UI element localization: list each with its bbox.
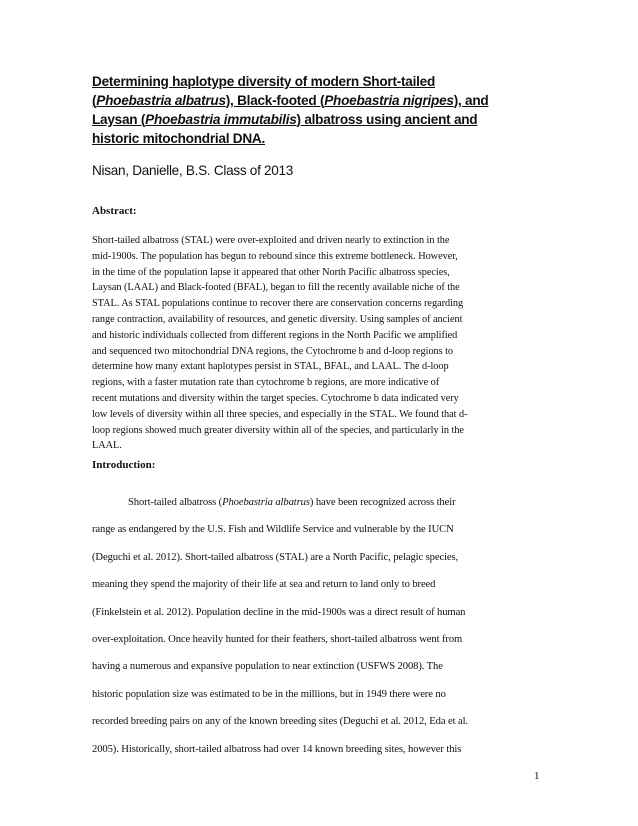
abstract-line: Short-tailed albatross (STAL) were over-exploited and driven nearly to extinction in the: [92, 235, 450, 246]
abstract-line: STAL. As STAL populations continue to recover there are conservation concerns regarding: [92, 298, 464, 310]
introduction-line: recorded breeding pairs on any of the known breeding sites (Deguchi et al. 2012, Eda et al.: [92, 716, 468, 728]
author-line: Nisan, Danielle, B.S. Class of 2013: [92, 163, 294, 178]
abstract-body: [92, 233, 552, 454]
abstract-line: regions, with a faster mutation rate than cytochrome b regions, are more indicative of: [92, 377, 440, 389]
title-line-2: (Phoebastria albatrus), Black-footed (Phoebastria nigripes), and: [92, 93, 489, 108]
introduction-body: [92, 489, 552, 763]
introduction-line: range as endangered by the U.S. Fish and Wildlife Service and vulnerable by the IUCN: [92, 524, 454, 536]
introduction-line: Short-tailed albatross (Phoebastria albatrus) have been recognized across their: [128, 497, 456, 508]
abstract-line: mid-1900s. The population has begun to rebound since this extreme bottleneck. However,: [92, 250, 458, 262]
introduction-line: (Deguchi et al. 2012). Short-tailed albatross (STAL) are a North Pacific, pelagic species,: [92, 551, 459, 563]
species-name: Phoebastria nigripes: [324, 93, 454, 108]
species-name: Phoebastria albatrus: [222, 497, 310, 508]
abstract-line: loop regions showed much greater diversity within all of the species, and particularly in the: [92, 424, 464, 436]
species-name: Phoebastria immutabilis: [145, 112, 297, 127]
abstract-line: low levels of diversity within all three species, and especially in the STAL. We found that d-: [92, 408, 468, 420]
abstract-line: determine how many extant haplotypes persist in STAL, BFAL, and LAAL. The d-loop: [92, 361, 449, 373]
introduction-line: over-exploitation. Once heavily hunted for their feathers, short-tailed albatross went from: [92, 634, 463, 646]
introduction-line: meaning they spend the majority of their life at sea and return to land only to breed: [92, 579, 436, 591]
introduction-line: 2005). Historically, short-tailed albatross had over 14 known breeding sites, however this: [92, 743, 462, 755]
page-number: 1: [534, 770, 540, 782]
title-line-1: Determining haplotype diversity of modern Short-tailed: [92, 74, 436, 89]
abstract-heading: Abstract:: [92, 205, 137, 217]
abstract-line: recent mutations and diversity within the target species. Cytochrome b data indicated very: [92, 392, 459, 404]
introduction-line: having a numerous and expansive population to near extinction (USFWS 2008). The: [92, 661, 443, 673]
abstract-line: range contraction, availability of resources, and genetic diversity. Using samples of ancient: [92, 313, 463, 325]
abstract-line: and historic individuals collected from different regions in the North Pacific we amplified: [92, 329, 458, 341]
abstract-line: LAAL.: [92, 440, 122, 452]
abstract-line: and sequenced two mitochondrial DNA regions, the Cytochrome b and d-loop regions to: [92, 345, 454, 357]
introduction-heading: Introduction:: [92, 459, 156, 471]
introduction-line: (Finkelstein et al. 2012). Population decline in the mid-1900s was a direct result of human: [92, 606, 466, 618]
title-line-4: historic mitochondrial DNA.: [92, 131, 266, 146]
species-name: Phoebastria albatrus: [96, 93, 226, 108]
abstract-line: Laysan (LAAL) and Black-footed (BFAL), began to fill the recently available niche of the: [92, 282, 460, 294]
paper-title: [92, 72, 562, 148]
introduction-line: historic population size was estimated to be in the millions, but in 1949 there were no: [92, 688, 446, 700]
abstract-line: in the time of the population lapse it appeared that other North Pacific albatross species,: [92, 266, 450, 278]
title-line-3: Laysan (Phoebastria immutabilis) albatross using ancient and: [92, 112, 478, 127]
